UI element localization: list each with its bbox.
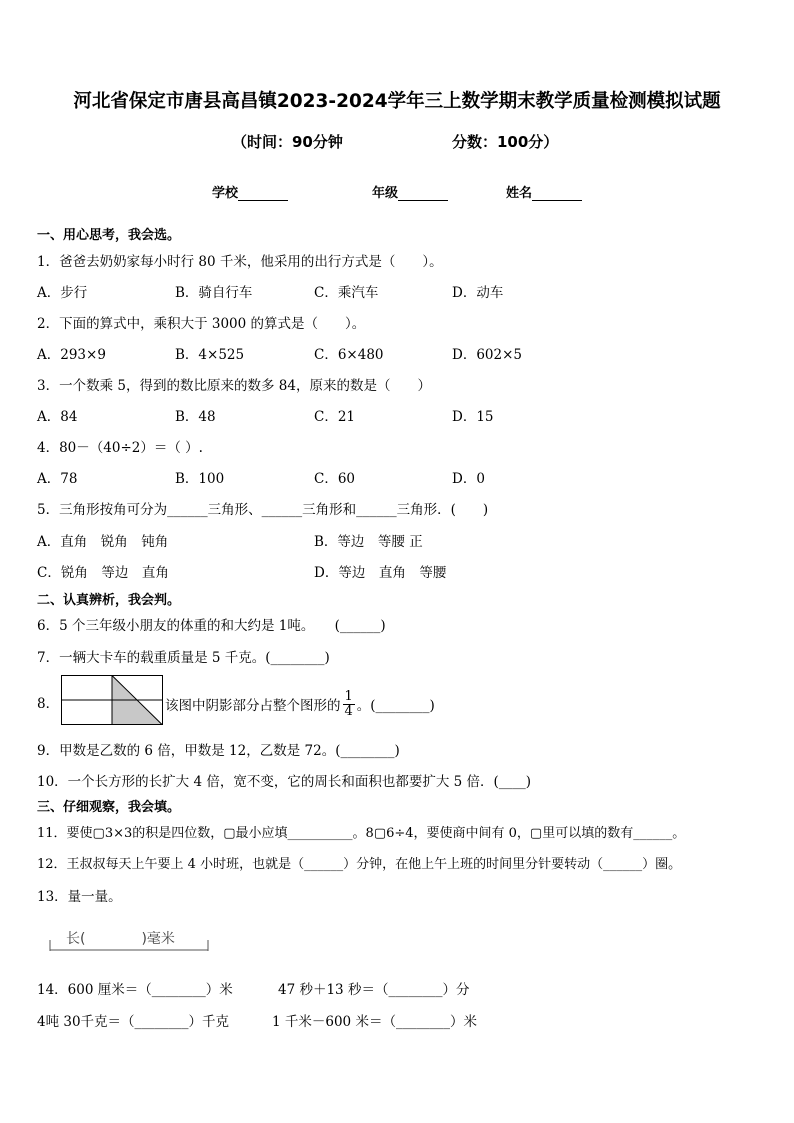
- q1-option-d[interactable]: D．动车: [452, 285, 504, 301]
- grade-label: 年级: [372, 186, 399, 201]
- q1-option-c[interactable]: C．乘汽车: [314, 285, 379, 301]
- name-field[interactable]: [506, 182, 582, 201]
- question-1: 1．爸爸去奶奶家每小时行 80 千米，他采用的出行方式是（ ）。: [37, 254, 443, 270]
- grade-blank[interactable]: [398, 186, 448, 201]
- q5-option-b[interactable]: B．等边 等腰 正: [314, 534, 423, 550]
- q1-option-b[interactable]: B．骑自行车: [175, 285, 253, 301]
- school-label: 学校: [212, 186, 239, 201]
- question-9: 9．甲数是乙数的 6 倍，甲数是 12，乙数是 72。(________): [37, 743, 400, 759]
- section-heading-1: 一、用心思考，我会选。: [37, 228, 181, 243]
- section-heading-3: 三、仔细观察，我会填。: [37, 800, 181, 815]
- q3-option-a[interactable]: A．84: [37, 409, 78, 425]
- name-blank[interactable]: [532, 186, 582, 201]
- question-6: 6．5 个三年级小朋友的体重的和大约是 1吨。 (______): [37, 618, 386, 634]
- question-7: 7．一辆大卡车的载重质量是 5 千克。(________): [37, 650, 330, 666]
- q3-option-d[interactable]: D．15: [452, 409, 494, 425]
- school-blank[interactable]: [238, 186, 288, 201]
- q5-option-d[interactable]: D．等边 直角 等腰: [314, 565, 447, 581]
- q2-option-a[interactable]: A．293×9: [37, 347, 106, 363]
- q8-fraction-denominator: 4: [344, 703, 353, 719]
- question-11: 11．要使▢3×3的积是四位数，▢最小应填__________。8▢6÷4，要使商中间有 0，▢里可以填的数有______。: [37, 826, 686, 841]
- q2-option-d[interactable]: D．602×5: [452, 347, 522, 363]
- question-14-d: 1 千米－600 米＝（________）米: [272, 1014, 477, 1030]
- page-title: 河北省保定市唐县高昌镇2023-2024学年三上数学期末教学质量检测模拟试题: [73, 91, 721, 112]
- q8-shaded-figure: [61, 675, 163, 725]
- q2-option-c[interactable]: C．6×480: [314, 347, 384, 363]
- q13-length-label: 长( )毫米: [66, 931, 175, 947]
- q4-option-d[interactable]: D．0: [452, 471, 485, 487]
- name-label: 姓名: [506, 186, 533, 201]
- q4-option-b[interactable]: B．100: [175, 471, 225, 487]
- question-14-c: 4吨 30千克＝（________）千克: [37, 1014, 230, 1030]
- question-8: [165, 684, 435, 724]
- grade-field[interactable]: [372, 182, 448, 201]
- exam-score: 分数：100分）: [452, 133, 559, 151]
- q8-text: 该图中阴影部分占整个图形的: [165, 698, 341, 714]
- question-2: 2．下面的算式中，乘积大于 3000 的算式是（ ）。: [37, 316, 366, 332]
- question-4: 4．80－（40÷2）＝（ ）.: [37, 440, 203, 456]
- question-13: 13．量一量。: [37, 889, 122, 905]
- question-8-number: 8．: [37, 696, 60, 712]
- question-5: 5．三角形按角可分为______三角形、______三角形和______三角形．( ): [37, 502, 489, 518]
- q1-option-a[interactable]: A．步行: [37, 285, 88, 301]
- q5-option-c[interactable]: C．锐角 等边 直角: [37, 565, 169, 581]
- q8-fraction: [343, 690, 355, 719]
- q3-option-c[interactable]: C．21: [314, 409, 356, 425]
- q5-option-a[interactable]: A．直角 锐角 钝角: [37, 534, 169, 550]
- exam-time: （时间：90分钟: [232, 133, 343, 151]
- q3-option-b[interactable]: B．48: [175, 409, 216, 425]
- q8-fraction-numerator: 1: [344, 688, 353, 704]
- question-12: 12．王叔叔每天上午要上 4 小时班，也就是（______）分钟，在他上午上班的时间里分针要转动（______）圈。: [37, 857, 682, 872]
- question-14-b: 47 秒＋13 秒＝（________）分: [278, 982, 470, 998]
- q2-option-b[interactable]: B．4×525: [175, 347, 245, 363]
- question-10: 10．一个长方形的长扩大 4 倍，宽不变，它的周长和面积也都要扩大 5 倍．(____): [37, 774, 532, 790]
- q4-option-a[interactable]: A．78: [37, 471, 78, 487]
- section-heading-2: 二、认真辨析，我会判。: [37, 593, 181, 608]
- q8-tail: 。(________): [356, 698, 435, 714]
- question-14-a: 14．600 厘米＝（________）米: [37, 982, 233, 998]
- q4-option-c[interactable]: C．60: [314, 471, 356, 487]
- question-3: 3．一个数乘 5，得到的数比原来的数多 84，原来的数是（ ）: [37, 378, 431, 394]
- school-field[interactable]: [212, 182, 288, 201]
